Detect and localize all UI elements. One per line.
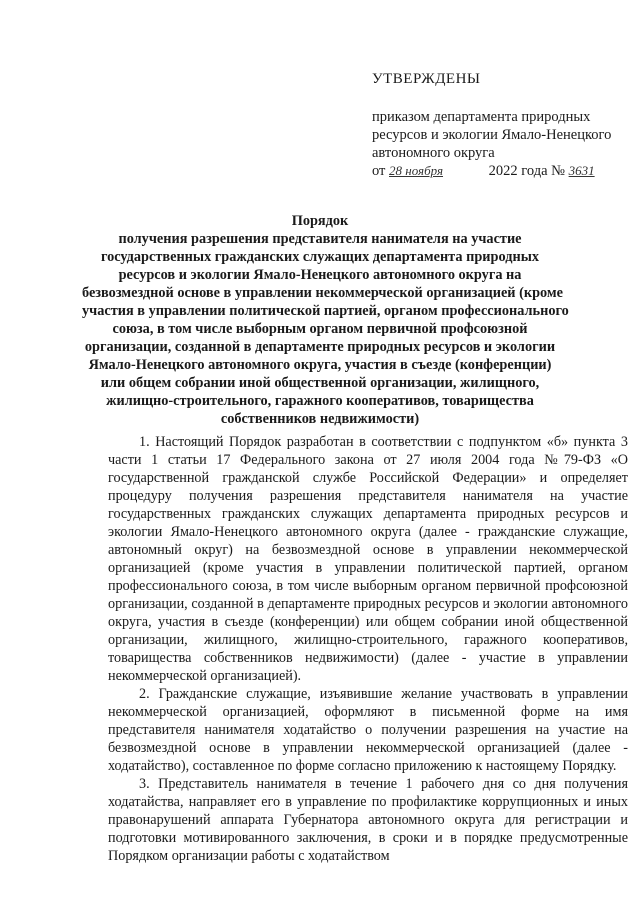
title-line: союза, в том числе выборным органом первичной профсоюзной (112, 321, 528, 337)
paragraph-1: 1. Настоящий Порядок разработан в соответствии с подпунктом «б» пункта 3 части 1 статьи 17 Федерального закона от 27 июля 2004 года №79-ФЗ «О государственной гражданской службе Российской Федерации» и определяет процедуру получения разрешения представителя нанимателя на участие государственных гражданских служащих департамента природных ресурсов и экологии Ямало-Ненецкого автономного округа (далее - гражданские служащие, автономный округ) на безвозмездной основе в управлении некоммерческой организацией (кроме участия в управлении политической партией, органом профессионального союза, в том числе выборным органом первичной профсоюзной организации, созданной в департаменте природных ресурсов и экологии автономного округа, участия в съезде (конференции) или общем собрании иной общественной организации, жилищного, жилищно-строительного, гаражного кооперативов, товарищества собственников недвижимости) (далее - участие в управлении некоммерческой организацией). (108, 434, 628, 684)
title-line: или общем собрании иной общественной организации, жилищного, (100, 375, 540, 391)
title-line: Ямало-Ненецкого автономного округа, участия в съезде (конференции) (88, 357, 552, 373)
approval-stamp: УТВЕРЖДЕНЫ (372, 71, 481, 87)
paragraph-3: 3. Представитель нанимателя в течение 1 рабочего дня со дня получения ходатайства, направляет его в управление по профилактике коррупционных и иных правонарушений аппарата Губернатора автономного округа для регистрации и подготовки мотивированного заключения, в сроки и в порядке предусмотренные Порядком организации работы с ходатайством (108, 776, 628, 864)
title-line: жилищно-строительного, гаражного кооперативов, товарищества (106, 393, 534, 409)
date-prefix: от (372, 163, 386, 179)
handwritten-number: 3631 (568, 163, 595, 178)
title-line: получения разрешения представителя нанимателя на участие (118, 231, 522, 247)
approval-line-3: автономного округа (372, 145, 495, 161)
title-line: участия в управлении политической партией, органом профессионального (82, 303, 569, 319)
paragraph-2: 2. Гражданские служащие, изъявившие желание участвовать в управлении некоммерческой организацией, оформляют в письменной форме на имя представителя нанимателя ходатайство о получении разрешения на участие на безвозмездной основе в управлении некоммерческой организацией (далее - ходатайство), составленное по форме согласно приложению к настоящему Порядку. (108, 686, 628, 774)
title-line: собственников недвижимости) (220, 411, 420, 427)
title-line: государственных гражданских служащих департамента природных (100, 249, 540, 265)
document-title (82, 212, 569, 428)
approval-block (372, 70, 632, 180)
document-body (108, 433, 628, 865)
title-line: организации, созданной в департаменте природных ресурсов и экологии (84, 339, 556, 355)
year-number-label: 2022 года № (488, 163, 565, 179)
title-line: ресурсов и экологии Ямало-Ненецкого автономного округа на (118, 267, 522, 283)
title-line: Порядок (291, 213, 349, 229)
approval-date-line (372, 162, 632, 180)
handwritten-date: 28 ноября (389, 163, 444, 178)
approval-line-1: приказом департамента природных (372, 109, 591, 125)
title-line: безвозмездной основе в управлении некоммерческой организацией (кроме (82, 285, 564, 301)
approval-line-2: ресурсов и экологии Ямало-Ненецкого (372, 127, 612, 143)
